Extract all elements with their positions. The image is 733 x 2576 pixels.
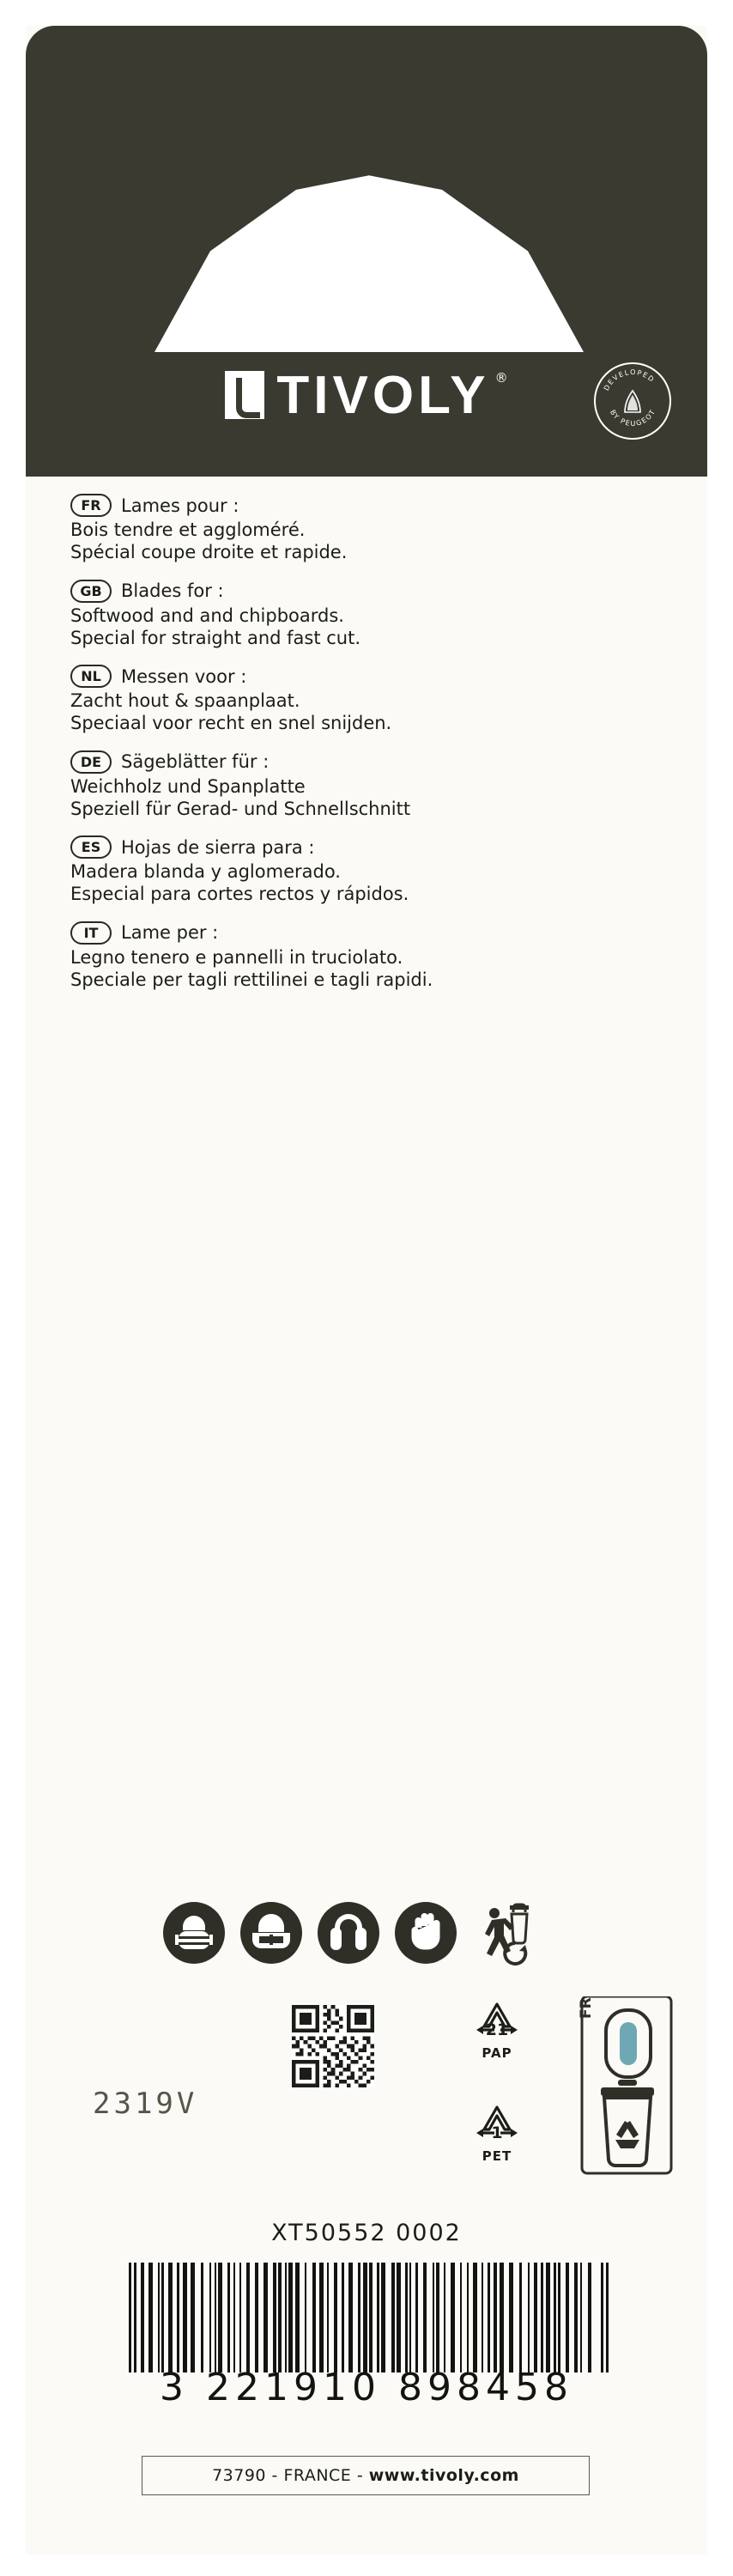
- lang-block-it: [70, 921, 663, 992]
- hang-hole-cutout: [154, 172, 584, 352]
- lang-line: Speciaal voor recht en snel snijden.: [70, 713, 392, 734]
- developed-by-peugeot-badge: [594, 362, 671, 440]
- footer-website[interactable]: www.tivoly.com: [368, 2466, 519, 2485]
- triman-sorting-icon: [575, 1996, 678, 2177]
- lang-block-es: [70, 835, 663, 906]
- lang-line: Special for straight and fast cut.: [70, 627, 361, 648]
- lang-line: Bois tendre et aggloméré.: [70, 519, 306, 540]
- lang-title: Lame per :: [121, 922, 219, 943]
- protective-gloves-icon: [395, 1902, 457, 1964]
- lang-title: Sägeblätter für :: [121, 751, 270, 772]
- lang-block-nl: [70, 665, 663, 735]
- lang-heading: [70, 580, 663, 603]
- lang-code-badge: GB: [70, 580, 112, 603]
- lang-line: Madera blanda y aglomerado.: [70, 861, 341, 882]
- recycling-material-label: PET: [482, 2148, 512, 2164]
- lang-line: Zacht hout & spaanplaat.: [70, 690, 300, 711]
- lang-block-de: [70, 750, 663, 821]
- lang-block-gb: [70, 580, 663, 650]
- lang-line: Weichholz und Spanplatte: [70, 775, 306, 797]
- lang-heading: [70, 665, 663, 688]
- svg-text:BY PEUGEOT: BY PEUGEOT: [608, 407, 657, 428]
- lang-title: Lames pour :: [121, 495, 239, 516]
- lang-heading: [70, 494, 663, 517]
- registered-mark: ®: [494, 370, 508, 386]
- barcode-bars: [129, 2263, 609, 2372]
- barcode-digits: 3 221910 898458: [160, 2366, 573, 2409]
- lang-title: Blades for :: [121, 580, 224, 601]
- svg-text:21: 21: [485, 2020, 509, 2039]
- footer-address-box: [142, 2456, 590, 2495]
- svg-text:DEVELOPED: DEVELOPED: [602, 368, 657, 392]
- recycling-pet-1-icon: [463, 2104, 530, 2164]
- lang-line: Spécial coupe droite et rapide.: [70, 542, 348, 563]
- recycling-pap-21-icon: [463, 2001, 530, 2061]
- dust-mask-icon: [163, 1902, 225, 1964]
- lang-line: Speciale per tagli rettilinei e tagli rapidi.: [70, 969, 433, 990]
- tivoly-monogram-icon: [225, 371, 264, 419]
- mobius-loop-icon: [469, 2104, 524, 2150]
- multilingual-description: [70, 494, 663, 1006]
- lang-line: Softwood and and chipboards.: [70, 605, 344, 626]
- lang-code-badge: NL: [70, 665, 112, 688]
- footer-text: [212, 2466, 519, 2485]
- product-reference: XT50552 0002: [271, 2220, 462, 2246]
- mobius-loop-icon: [469, 2001, 524, 2047]
- dot-matrix-batch-code: 2319V: [93, 2087, 198, 2121]
- brand-name: TIVOLY: [276, 365, 490, 425]
- svg-text:FR: FR: [578, 1997, 595, 2019]
- lang-block-fr: [70, 494, 663, 564]
- lang-code-badge: FR: [70, 494, 112, 517]
- lang-title: Hojas de sierra para :: [121, 836, 315, 858]
- lang-heading: [70, 835, 663, 859]
- lang-line: Legno tenero e pannelli in truciolato.: [70, 946, 403, 968]
- lang-code-badge: ES: [70, 835, 112, 859]
- svg-text:1: 1: [491, 2123, 503, 2142]
- packaging-card: [26, 26, 707, 2555]
- lang-line: Speziell für Gerad- und Schnellschnitt: [70, 798, 411, 819]
- footer-location: 73790 - FRANCE -: [212, 2466, 369, 2485]
- lang-heading: [70, 750, 663, 774]
- ear-protection-icon: [318, 1902, 379, 1964]
- dispose-in-bin-icon: [472, 1902, 534, 1964]
- safety-goggles-icon: [240, 1902, 302, 1964]
- lang-heading: [70, 921, 663, 945]
- recycling-material-label: PAP: [482, 2045, 512, 2061]
- lang-line: Especial para cortes rectos y rápidos.: [70, 884, 409, 905]
- safety-pictogram-row: [163, 1902, 644, 1971]
- lang-title: Messen voor :: [121, 665, 247, 687]
- lang-code-badge: DE: [70, 750, 112, 774]
- qr-code: [292, 2005, 374, 2087]
- card-header: [26, 26, 707, 477]
- lang-code-badge: IT: [70, 921, 112, 945]
